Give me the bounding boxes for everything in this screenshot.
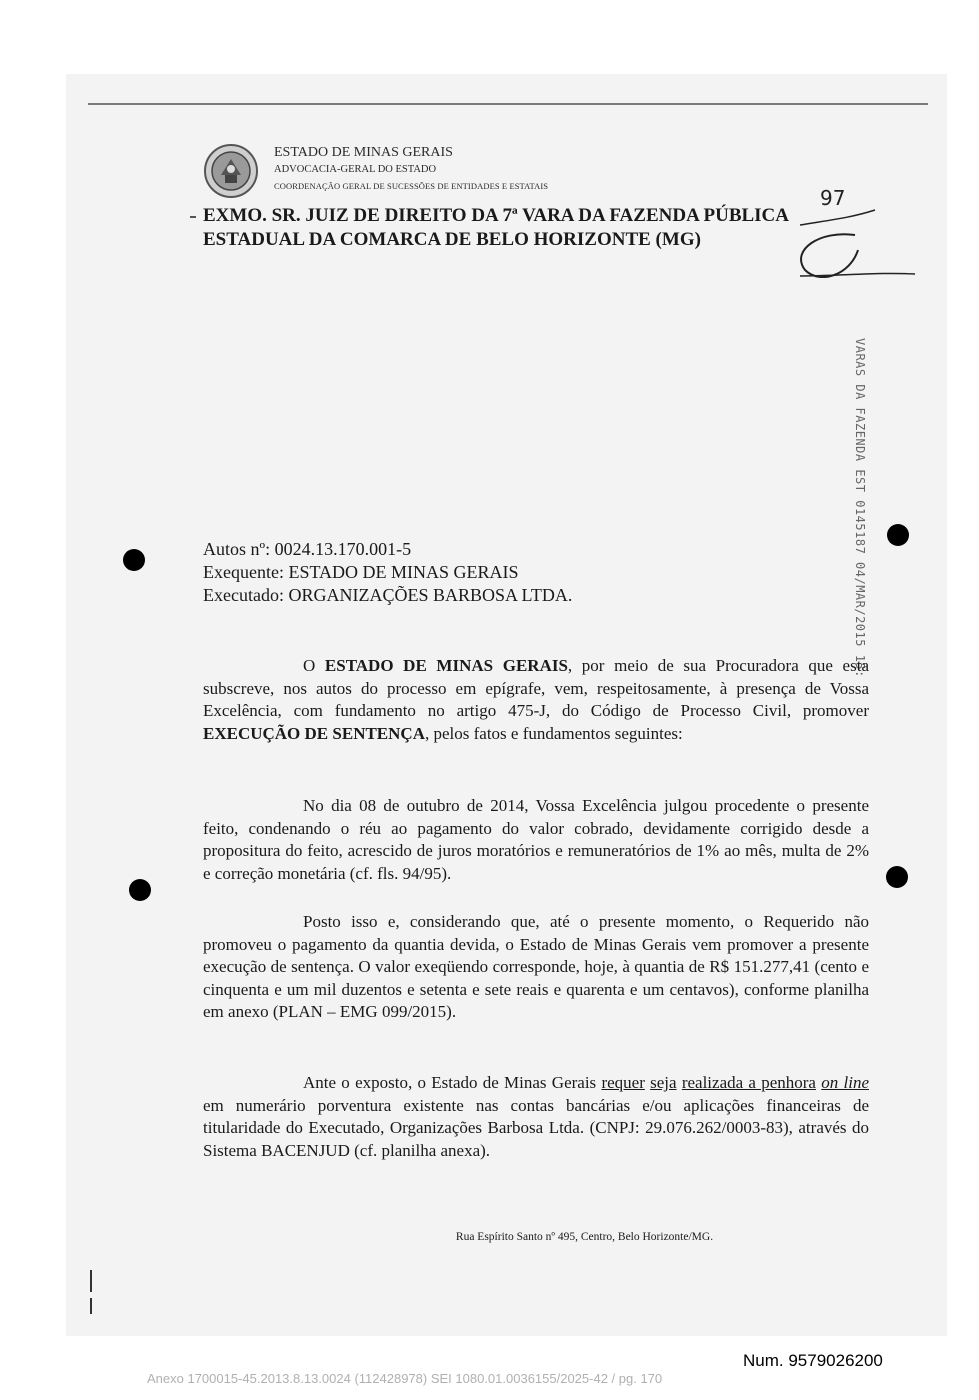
p1-tail: , pelos fatos e fundamentos seguintes: (424, 723, 683, 743)
punch-hole (129, 879, 151, 901)
p4-seja: seja (650, 1073, 677, 1092)
case-number: Autos nº: 0024.13.170.001-5 (203, 539, 412, 559)
punch-hole (886, 866, 908, 888)
addressee-line-2: ESTADUAL DA COMARCA DE BELO HORIZONTE (MG) (203, 229, 701, 250)
letterhead-state: ESTADO DE MINAS GERAIS (274, 145, 453, 160)
paragraph-amount (203, 911, 869, 1024)
annex-reference: Anexo 1700015-45.2013.8.13.0024 (112428978) SEI 1080.01.0036155/2025-42 / pg. 170 (147, 1371, 663, 1386)
p2-text: No dia 08 de outubro de 2014, Vossa Excelência julgou procedente o presente feito, condenando o réu ao pagamento do valor cobrado, devidamente corrigido desde a propositura do feito, acrescido de juros moratórios e remuneratórios de 1% ao mês, multa de 2% e correção monetária (cf. fls. 94/95). (203, 796, 869, 883)
margin-mark (90, 1298, 92, 1314)
case-claimant: Exequente: ESTADO DE MINAS GERAIS (203, 562, 519, 582)
footer-address: Rua Espírito Santo nº 495, Centro, Belo Horizonte/MG. (455, 1231, 714, 1243)
p1-party: ESTADO DE MINAS GERAIS (324, 656, 568, 675)
addressee-line-1: EXMO. SR. JUIZ DE DIREITO DA 7ª VARA DA FAZENDA PÚBLICA (203, 205, 790, 226)
p1-action: EXECUÇÃO DE SENTENÇA (203, 723, 425, 743)
letterhead-agency: ADVOCACIA-GERAL DO ESTADO (274, 164, 437, 175)
punch-hole (887, 524, 909, 546)
receipt-stamp: VARAS DA FAZENDA EST 0145187 04/MAR/2015 15: (853, 338, 867, 678)
top-rule (88, 103, 928, 105)
p4-requer: requer (601, 1073, 645, 1092)
paragraph-judgment (203, 795, 869, 885)
handwritten-page-mark (780, 180, 920, 290)
page-mark-number: 97 (820, 186, 846, 210)
p4-a: Ante o exposto, o Estado de Minas Gerais (303, 1073, 602, 1092)
case-defendant: Executado: ORGANIZAÇÕES BARBOSA LTDA. (203, 585, 573, 605)
document-number: Num. 9579026200 (743, 1351, 883, 1370)
p4-online: on line (821, 1073, 870, 1092)
p4-e: em numerário porventura existente nas contas bancárias e/ou aplicações financeiras de titularidade do Executado, Organizações Barbosa Ltda. (CNPJ: 29.076.262/0003-83), através do Sistema BACENJUD (cf. planilha anexa). (203, 1095, 869, 1160)
p1-lead: O (303, 656, 325, 675)
margin-mark (90, 1270, 92, 1292)
p4-penhora: realizada a penhora (681, 1073, 816, 1092)
paragraph-request (203, 1072, 869, 1162)
state-seal-icon (203, 143, 259, 199)
letterhead-coordination: COORDENAÇÃO GERAL DE SUCESSÕES DE ENTIDADES E ESTATAIS (274, 181, 549, 191)
case-info (203, 538, 572, 607)
p3-text: Posto isso e, considerando que, até o presente momento, o Requerido não promoveu o pagamento da quantia devida, o Estado de Minas Gerais vem promover a presente execução de sentença. O valor exeqüendo corresponde, hoje, à quantia de R$ 151.277,41 (cento e cinquenta e um mil duzentos e setenta e sete reais e quarenta e um centavos), conforme planilha em anexo (PLAN – EMG 099/2015). (203, 912, 869, 1022)
p1-body: , por meio de sua Procuradora que esta subscreve, nos autos do processo em epígrafe, vem, respeitosamente, à presença de Vossa Excelência, com fundamento no artigo 475-J, do Código de Processo Civil, promover (203, 656, 869, 721)
punch-hole (123, 549, 145, 571)
paragraph-intro (203, 655, 869, 745)
margin-dash (190, 216, 196, 218)
